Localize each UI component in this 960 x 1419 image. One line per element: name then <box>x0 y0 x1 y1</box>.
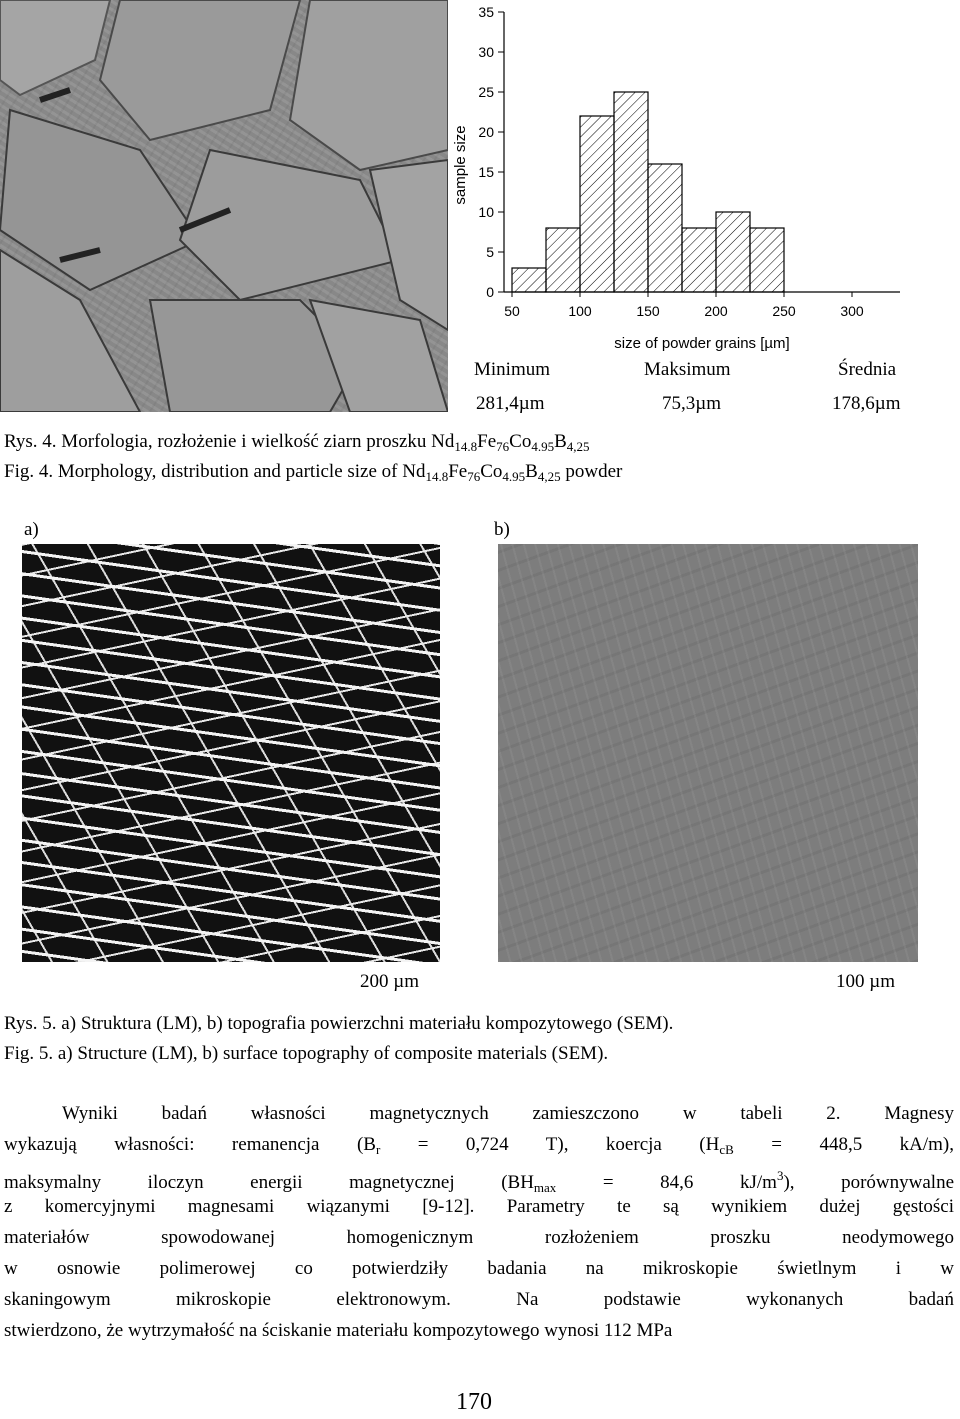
suffix: powder <box>560 461 623 482</box>
text: z komercyjnymi magnesami wiązanymi [9-12]. Parametry te są wynikiem dużej gęstości <box>4 1196 954 1217</box>
caption-pl-text: Rys. 4. Morfologia, rozłożenie i wielkość ziarn proszku Nd <box>4 431 455 452</box>
text: wykazują własności: remanencja (B <box>4 1134 376 1155</box>
x-tick-label: 300 <box>840 303 864 319</box>
histogram-bar <box>512 268 546 292</box>
text: maksymalny iloczyn energii magnetycznej (BH <box>4 1172 534 1193</box>
y-tick-label: 5 <box>486 244 494 260</box>
figure4-caption-en <box>4 462 622 483</box>
stat-label-maksimum: Maksimum <box>644 359 731 380</box>
body-paragraph <box>4 1098 954 1346</box>
sub: max <box>533 1180 557 1195</box>
figure5-label-a: a) <box>24 519 39 540</box>
x-tick-label: 150 <box>636 303 660 319</box>
page-number: 170 <box>456 1389 492 1415</box>
text: stwierdzono, że wytrzymałość na ściskanie materiału kompozytowego wynosi 112 MPa <box>4 1320 673 1341</box>
figure4-caption-pl <box>4 432 590 453</box>
stat-value-minimum: 281,4µm <box>476 393 545 414</box>
stat-value-srednia: 178,6µm <box>832 393 901 414</box>
stat-label-srednia: Średnia <box>838 359 897 380</box>
x-tick-label: 250 <box>772 303 796 319</box>
sub: cB <box>719 1142 734 1157</box>
sub: 4,25 <box>566 439 590 454</box>
body-line <box>4 1098 954 1129</box>
caption-en-text: Fig. 4. Morphology, distribution and particle size of Nd <box>4 461 426 482</box>
y-tick-label: 25 <box>478 84 494 100</box>
sub: 4.95 <box>502 469 526 484</box>
el: Co <box>480 461 503 482</box>
stat-value-maksimum: 75,3µm <box>662 393 721 414</box>
text: Wyniki badań własności magnetycznych zamieszczono w tabeli 2. Magnesy <box>62 1103 954 1124</box>
text: skaningowym mikroskopie elektronowym. Na podstawie wykonanych badań <box>4 1289 954 1310</box>
histogram-bar <box>682 228 716 292</box>
y-tick-label: 20 <box>478 124 494 140</box>
figure5-caption-en: Fig. 5. a) Structure (LM), b) surface topography of composite materials (SEM). <box>4 1043 609 1064</box>
text: w osnowie polimerowej co potwierdziły badania na mikroskopie świetlnym i w <box>4 1258 954 1279</box>
powder-sem-photo <box>0 0 448 412</box>
el: Fe <box>448 461 468 482</box>
sub: r <box>375 1142 381 1157</box>
sub: 4,25 <box>537 469 561 484</box>
histogram-bar <box>580 116 614 292</box>
histogram-bar <box>716 212 750 292</box>
x-tick-label: 50 <box>504 303 520 319</box>
y-tick-label: 0 <box>486 284 494 300</box>
figure5-caption-pl: Rys. 5. a) Struktura (LM), b) topografia powierzchni materiału kompozytowego (SEM). <box>4 1013 674 1034</box>
histogram-bar <box>546 228 580 292</box>
scale-bar-a: 200 µm <box>360 971 419 992</box>
lm-structure-photo <box>22 544 440 962</box>
body-line <box>4 1315 954 1346</box>
el: B <box>554 431 567 452</box>
body-line <box>4 1253 954 1284</box>
text: = 448,5 kA/m), <box>733 1134 955 1155</box>
text: materiałów spowodowanej homogenicznym rozłożeniem proszku neodymowego <box>4 1227 954 1248</box>
sub: 4.95 <box>531 439 555 454</box>
text: = 0,724 T), koercja (H <box>380 1134 720 1155</box>
histogram-bar <box>750 228 784 292</box>
sub: 76 <box>467 469 481 484</box>
histogram-svg <box>440 0 920 360</box>
body-line <box>4 1284 954 1315</box>
el: Fe <box>477 431 497 452</box>
scale-bar-b: 100 µm <box>836 971 895 992</box>
x-axis-label: size of powder grains [µm] <box>614 335 790 352</box>
el: B <box>525 461 538 482</box>
body-line <box>4 1222 954 1253</box>
grain-size-histogram <box>440 0 920 360</box>
text: = 84,6 kJ/m <box>556 1172 777 1193</box>
body-line <box>4 1160 954 1195</box>
y-tick-label: 15 <box>478 164 494 180</box>
sem-surface-photo <box>498 544 918 962</box>
histogram-bar <box>648 164 682 292</box>
body-line <box>4 1129 954 1160</box>
y-tick-label: 30 <box>478 44 494 60</box>
body-line <box>4 1191 954 1222</box>
sup: 3 <box>776 1168 784 1183</box>
x-tick-label: 100 <box>568 303 592 319</box>
y-tick-label: 35 <box>478 4 494 20</box>
sub: 14.8 <box>425 469 449 484</box>
figure5-label-b: b) <box>494 519 510 540</box>
el: Co <box>509 431 532 452</box>
text: ), porównywalne <box>783 1172 954 1193</box>
y-tick-label: 10 <box>478 204 494 220</box>
y-axis-label: sample size <box>452 125 469 205</box>
powder-flakes-illustration <box>0 0 448 412</box>
stat-label-minimum: Minimum <box>474 359 551 380</box>
histogram-bar <box>614 92 648 292</box>
sub: 14.8 <box>454 439 478 454</box>
x-tick-label: 200 <box>704 303 728 319</box>
sub: 76 <box>496 439 510 454</box>
